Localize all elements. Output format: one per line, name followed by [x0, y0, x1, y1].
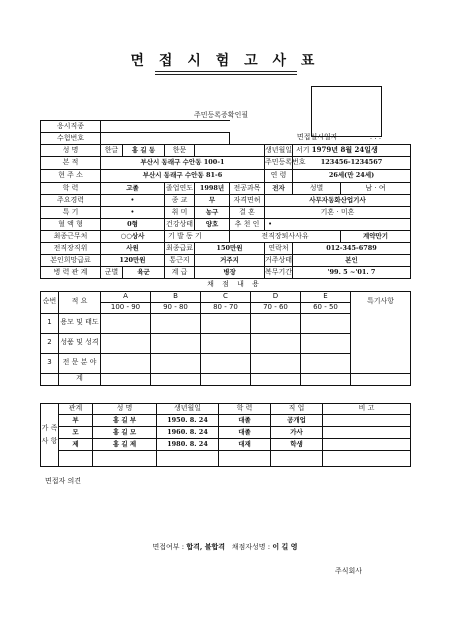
family-note[interactable]	[323, 415, 411, 427]
recommender-value[interactable]: •	[265, 219, 411, 231]
applied-job-label: 응시직종	[41, 121, 101, 133]
score-cell[interactable]	[251, 313, 301, 333]
item-no: 3	[41, 353, 59, 373]
residence-value[interactable]: 본인	[293, 255, 411, 267]
family-name[interactable]	[93, 451, 157, 467]
item-label: 성품 및 성격	[59, 333, 101, 353]
table-row	[41, 451, 411, 467]
family-job[interactable]: 학생	[271, 439, 323, 451]
family-relation[interactable]: 부	[59, 415, 93, 427]
family-name[interactable]: 홍 길 부	[93, 415, 157, 427]
no-header: 순번	[41, 291, 59, 313]
score-cell[interactable]	[251, 353, 301, 373]
item-no: 2	[41, 333, 59, 353]
religion-label: 종 교	[165, 195, 195, 207]
family-birth[interactable]: 1950. 8. 24	[157, 415, 219, 427]
prev-position-label: 전직장직위	[41, 243, 101, 255]
item-no: 1	[41, 313, 59, 333]
score-cell[interactable]	[301, 373, 351, 385]
contact-label: 연락처	[265, 243, 293, 255]
decision-label: 면접여부 :	[152, 543, 185, 551]
gender-value[interactable]: 남 · 여	[341, 183, 411, 195]
decision-line	[0, 542, 450, 552]
religion-value[interactable]: 무	[195, 195, 230, 207]
score-cell[interactable]	[201, 373, 251, 385]
resident-no-value[interactable]: 123456-1234567	[293, 157, 411, 170]
score-cell[interactable]	[101, 313, 151, 333]
family-birth[interactable]	[157, 451, 219, 467]
table-row	[41, 415, 411, 427]
company-label: 주식회사	[335, 567, 363, 575]
blood-value[interactable]: 0형	[101, 219, 165, 231]
family-edu[interactable]: 대졸	[219, 427, 271, 439]
family-table	[40, 403, 411, 467]
score-cell[interactable]	[101, 353, 151, 373]
rank-value[interactable]: 병장	[195, 267, 265, 279]
license-value[interactable]: 사무자동화산업기사	[265, 195, 411, 207]
family-note[interactable]	[323, 439, 411, 451]
grade-e: E	[301, 291, 351, 302]
family-header-name: 성 명	[93, 404, 157, 415]
final-salary-value[interactable]: 150만원	[195, 243, 265, 255]
health-label: 건강상태	[165, 219, 195, 231]
family-note[interactable]	[323, 451, 411, 467]
interview-date-label: 면접실시일자	[296, 133, 338, 142]
title-underline	[155, 71, 297, 75]
family-name[interactable]: 홍 길 모	[93, 427, 157, 439]
marriage-label: 결 혼	[230, 207, 265, 219]
final-salary-label: 최종급료	[165, 243, 195, 255]
hobby-label: 취 미	[165, 207, 195, 219]
origin-label: 본 적	[41, 157, 101, 170]
commute-value[interactable]: 거주지	[195, 255, 265, 267]
score-cell[interactable]	[251, 333, 301, 353]
career-label: 주요경력	[41, 195, 101, 207]
family-header-job: 직 업	[271, 404, 323, 415]
family-relation[interactable]	[59, 451, 93, 467]
hanja-label: 한문	[165, 145, 195, 157]
birth-prefix: 서기	[296, 146, 310, 155]
license-label: 자격면허	[230, 195, 265, 207]
birth-label: 생년월일	[265, 145, 293, 157]
branch-label: 군별	[101, 267, 123, 279]
form-title: 면 접 시 험 고 사 표	[130, 53, 320, 69]
score-cell[interactable]	[201, 333, 251, 353]
family-job[interactable]: 가사	[271, 427, 323, 439]
table-row	[41, 427, 411, 439]
grad-year-value[interactable]: 1998년	[195, 183, 230, 195]
item-label: 용모 및 태도	[59, 313, 101, 333]
score-cell[interactable]	[301, 333, 351, 353]
special-label: 특 기	[41, 207, 101, 219]
major-label: 전공과목	[230, 183, 265, 195]
grade-e-range: 60 - 50	[301, 302, 351, 313]
name-value[interactable]: 홍 길 동	[123, 145, 165, 157]
resident-no-label: 주민등록번호	[265, 157, 293, 170]
family-birth[interactable]: 1960. 8. 24	[157, 427, 219, 439]
total-label: 계	[59, 373, 101, 385]
special-value[interactable]: •	[101, 207, 165, 219]
prev-reason-value[interactable]: 계약만기	[341, 231, 411, 243]
score-cell[interactable]	[151, 373, 201, 385]
family-header-note: 비 고	[323, 404, 411, 415]
grade-c-range: 80 - 70	[201, 302, 251, 313]
prev-position-value[interactable]: 사원	[101, 243, 165, 255]
family-side-label: 가 족 사 항	[41, 404, 59, 467]
score-cell[interactable]	[301, 313, 351, 333]
grade-b-range: 90 - 80	[151, 302, 201, 313]
score-cell[interactable]	[151, 333, 201, 353]
family-name[interactable]: 홍 길 제	[93, 439, 157, 451]
service-period-label: 복무기간	[265, 267, 293, 279]
grade-d: D	[251, 291, 301, 302]
age-label: 연 령	[265, 170, 293, 183]
score-cell[interactable]	[151, 313, 201, 333]
exam-no-value[interactable]	[101, 133, 230, 145]
score-cell[interactable]	[251, 373, 301, 385]
grade-a-range: 100 - 90	[101, 302, 151, 313]
id-verified-label: 주민등록증확인필	[194, 111, 249, 119]
item-label: 전 문 분 야	[59, 353, 101, 373]
scorer-value[interactable]: 이 길 영	[272, 542, 298, 551]
age-value[interactable]: 26세(만 24세)	[293, 170, 411, 183]
score-cell[interactable]	[201, 353, 251, 373]
scoring-section-title: 채 점 내 용	[207, 280, 262, 289]
marriage-value[interactable]: 기혼 · 미혼	[265, 207, 411, 219]
family-relation[interactable]: 모	[59, 427, 93, 439]
military-label: 병 력 관 계	[41, 267, 101, 279]
exam-no-label: 수험번호	[41, 133, 101, 145]
major-value[interactable]: 전자	[265, 183, 293, 195]
origin-value[interactable]: 부산시 동래구 수안동 100-1	[101, 157, 265, 170]
name-label: 성 명	[41, 145, 101, 157]
table-row	[41, 439, 411, 451]
hangul-label: 한글	[101, 145, 123, 157]
last-work-value[interactable]: ○○상사	[101, 231, 165, 243]
family-relation[interactable]: 제	[59, 439, 93, 451]
gender-label: 성별	[293, 183, 341, 195]
family-header-edu: 학 력	[219, 404, 271, 415]
interview-date-mark: . . .	[369, 133, 382, 142]
grade-a: A	[101, 291, 151, 302]
family-header-relation: 관계	[59, 404, 93, 415]
hanja-value[interactable]	[195, 145, 265, 157]
grade-c: C	[201, 291, 251, 302]
education-value[interactable]: 고졸	[101, 183, 165, 195]
recommender-label: 추 천 인	[230, 219, 265, 231]
grade-b: B	[151, 291, 201, 302]
score-cell[interactable]	[201, 313, 251, 333]
hobby-value[interactable]: 농구	[195, 207, 230, 219]
commute-label: 통근지	[165, 255, 195, 267]
interviewer-opinion-label: 면접자 의견	[45, 477, 82, 485]
blood-label: 혈 액 형	[41, 219, 101, 231]
health-value[interactable]: 양호	[195, 219, 230, 231]
last-work-label: 최종근무처	[41, 231, 101, 243]
service-period-value[interactable]: '99. 5 ~'01. 7	[293, 267, 411, 279]
family-job[interactable]: 공개업	[271, 415, 323, 427]
desired-salary-label: 본인희망급료	[41, 255, 101, 267]
career-value[interactable]: •	[101, 195, 165, 207]
decision-value[interactable]: 합격, 불합격	[186, 542, 226, 551]
period-label: 기 발 동 기	[165, 231, 230, 243]
score-cell[interactable]	[301, 353, 351, 373]
family-header-birth: 생년월일	[157, 404, 219, 415]
item-header: 적 요	[59, 291, 101, 313]
family-note[interactable]	[323, 427, 411, 439]
desired-salary-value[interactable]: 120만원	[101, 255, 165, 267]
address-label: 현 주 소	[41, 170, 101, 183]
grad-year-label: 졸업연도	[165, 183, 195, 195]
grade-d-range: 70 - 60	[251, 302, 301, 313]
applicant-table	[40, 120, 411, 279]
branch-value[interactable]: 육군	[123, 267, 165, 279]
rank-label: 계 급	[165, 267, 195, 279]
applied-job-value[interactable]	[101, 121, 230, 133]
score-cell[interactable]	[151, 353, 201, 373]
family-edu[interactable]	[219, 451, 271, 467]
scoring-table	[40, 280, 411, 386]
score-cell[interactable]	[101, 333, 151, 353]
family-birth[interactable]: 1980. 8. 24	[157, 439, 219, 451]
score-cell[interactable]	[101, 373, 151, 385]
prev-reason-label: 전직장퇴사사유	[230, 231, 341, 243]
family-edu[interactable]: 대재	[219, 439, 271, 451]
family-edu[interactable]: 대졸	[219, 415, 271, 427]
residence-label: 거주상태	[265, 255, 293, 267]
family-job[interactable]	[271, 451, 323, 467]
scorer-label: 채점자성명 :	[231, 543, 271, 551]
contact-value[interactable]: 012-345-6789	[293, 243, 411, 255]
address-value[interactable]: 부산시 동래구 수안동 81-6	[101, 170, 265, 183]
birth-value[interactable]: 1979년 8월 24일생	[311, 145, 378, 155]
note-header: 특기사항	[351, 291, 411, 373]
education-label: 학 력	[41, 183, 101, 195]
